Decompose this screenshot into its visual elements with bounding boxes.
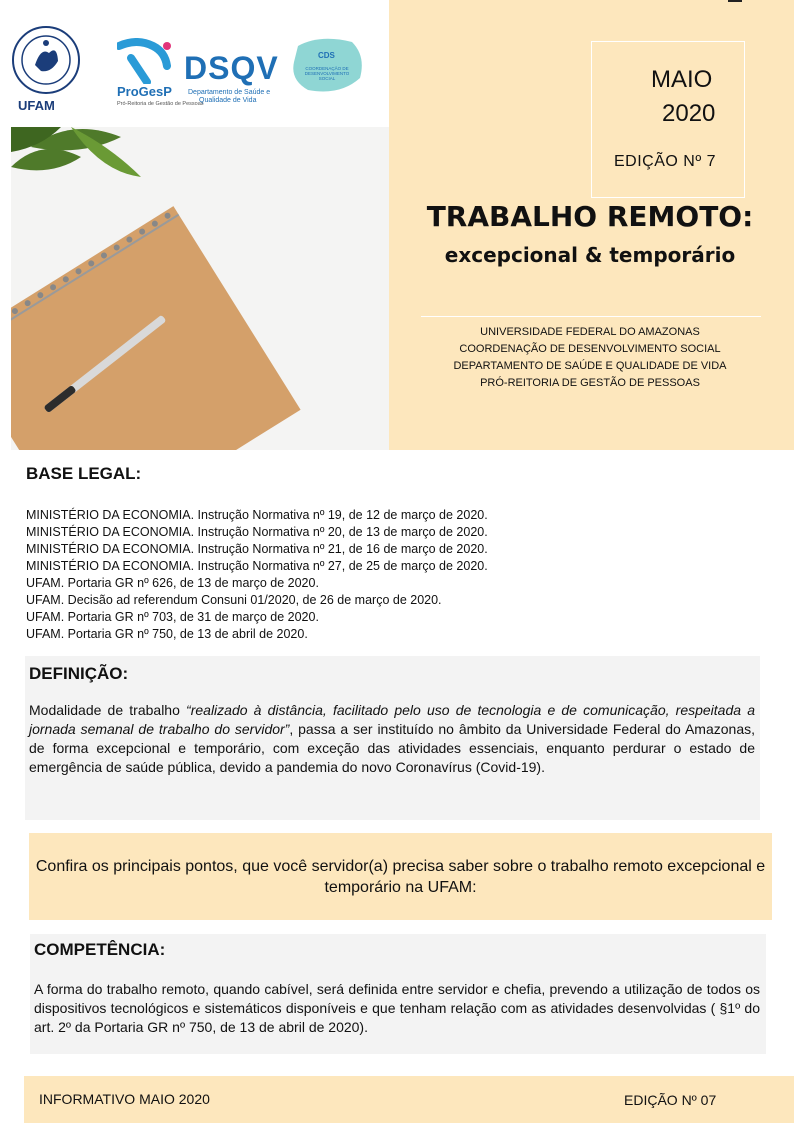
- page-title: TRABALHO REMOTO:: [426, 200, 754, 233]
- ufam-label: UFAM: [18, 98, 55, 113]
- institution-line: DEPARTAMENTO DE SAÚDE E QUALIDADE DE VIDA: [453, 360, 727, 372]
- issue-month: MAIO: [651, 66, 713, 93]
- definicao-heading: DEFINIÇÃO:: [29, 664, 129, 683]
- confira-text: Confira os principais pontos, que você servidor(a) precisa saber sobre o trabalho remoto excepcional e temporário na UFAM:: [35, 858, 766, 896]
- legal-reference: MINISTÉRIO DA ECONOMIA. Instrução Normativa nº 27, de 25 de março de 2020.: [26, 559, 488, 573]
- page-subtitle: excepcional & temporário: [444, 243, 736, 267]
- progesp-subtitle: Pró-Reitoria de Gestão de Pessoas: [117, 101, 204, 107]
- definicao-quote: “realizado à distância, facilitado pelo uso de tecnologia e de comunicação, respeitada a jornada semanal de trabalho do servidor”: [29, 702, 755, 737]
- ufam-seal-icon: [11, 25, 81, 95]
- dsqv-subtitle-2: Qualidade de Vida: [199, 97, 257, 104]
- legal-reference: UFAM. Portaria GR nº 626, de 13 de março de 2020.: [26, 576, 319, 590]
- legal-reference: UFAM. Decisão ad referendum Consuni 01/2020, de 26 de março de 2020.: [26, 593, 442, 607]
- legal-reference: MINISTÉRIO DA ECONOMIA. Instrução Normativa nº 19, de 12 de março de 2020.: [26, 508, 488, 522]
- competencia-text: A forma do trabalho remoto, quando cabível, será definida entre servidor e chefia, prevendo a utilização de todos os dispositivos tecnológicos e sistemáticos disponíveis e que tenham relação com as atividades desenvolvidas ( §1º do art. 2º da Portaria GR nº 750, de 13 de abril de 2020).: [34, 981, 760, 1035]
- base-legal-section: [26, 464, 141, 484]
- footer-left: INFORMATIVO MAIO 2020: [39, 1091, 210, 1107]
- dsqv-label: DSQV: [184, 50, 279, 86]
- dsqv-subtitle-1: Departamento de Saúde e: [188, 89, 271, 96]
- issue-year: 2020: [662, 100, 716, 127]
- definicao-box: [25, 656, 760, 820]
- definicao-text: [29, 701, 755, 777]
- competencia-box: [30, 934, 766, 1054]
- institution-line: UNIVERSIDADE FEDERAL DO AMAZONAS: [480, 326, 700, 338]
- corner-mark: [728, 0, 742, 2]
- confira-box: [29, 833, 772, 920]
- legal-reference: UFAM. Portaria GR nº 750, de 13 de abril de 2020.: [26, 627, 308, 641]
- institution-line: PRÓ-REITORIA DE GESTÃO DE PESSOAS: [480, 377, 700, 389]
- legal-reference: MINISTÉRIO DA ECONOMIA. Instrução Normativa nº 20, de 13 de março de 2020.: [26, 525, 488, 539]
- cds-label: CDS: [318, 51, 335, 60]
- title-divider: [421, 316, 761, 317]
- issue-edition: EDIÇÃO Nº 7: [614, 153, 717, 170]
- cds-subtitle: COORDENAÇÃO DE DESENVOLVIMENTO SOCIAL: [304, 66, 350, 81]
- competencia-heading: COMPETÊNCIA:: [34, 940, 166, 959]
- definicao-text-rest: , passa a ser instituído no âmbito da Universidade Federal do Amazonas, de forma excepcional e temporário, com exceção das atividades essenciais, enquanto perdurar o estado de emergência de saúde pública, devido a pandemia do novo Coronavírus (Covid-19).: [29, 721, 755, 775]
- base-legal-heading: BASE LEGAL:: [26, 464, 142, 483]
- cds-blob-icon: [290, 36, 364, 94]
- institution-line: COORDENAÇÃO DE DESENVOLVIMENTO SOCIAL: [459, 343, 721, 355]
- base-legal-list: [26, 507, 488, 643]
- progesp-figure-icon: [117, 38, 173, 84]
- desk-photo: [11, 127, 389, 450]
- footer-bar: [24, 1076, 794, 1123]
- footer-right: EDIÇÃO Nº 07: [624, 1092, 717, 1108]
- legal-reference: MINISTÉRIO DA ECONOMIA. Instrução Normativa nº 21, de 16 de março de 2020.: [26, 542, 488, 556]
- progesp-label: ProGesP: [117, 84, 172, 99]
- logo-bar: [0, 0, 389, 126]
- definicao-text-intro: Modalidade de trabalho: [29, 702, 187, 718]
- legal-reference: UFAM. Portaria GR nº 703, de 31 de março de 2020.: [26, 610, 319, 624]
